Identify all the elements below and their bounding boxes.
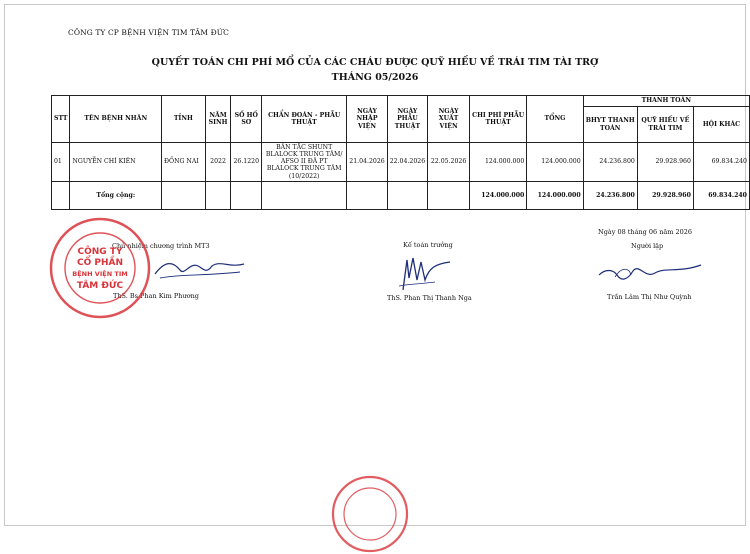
header-fund: QUỸ HIẾU VỀ TRÁI TIM <box>637 107 693 143</box>
cell-patient: NGUYỄN CHÍ KIÊN <box>70 143 162 182</box>
header-other: HỘI KHÁC <box>693 107 749 143</box>
cell-surgery-date: 22.04.2026 <box>387 143 427 182</box>
cell-fund: 29.928.960 <box>637 143 693 182</box>
bottom-seal <box>330 474 410 554</box>
header-record-no: SỐ HỒ SƠ <box>231 96 262 143</box>
header-discharge-date: NGÀY XUẤT VIỆN <box>428 96 470 143</box>
header-total: TỔNG <box>527 96 583 143</box>
header-surgery-cost: CHI PHÍ PHẪU THUẬT <box>470 96 527 143</box>
header-admit-date: NGÀY NHẬP VIỆN <box>347 96 387 143</box>
cell-province: ĐỒNG NAI <box>162 143 206 182</box>
seal-line3: BỆNH VIỆN TIM <box>72 270 128 278</box>
seal-line4: TÂM ĐỨC <box>76 281 124 291</box>
middle-signer-role: Kế toán trưởng <box>403 241 453 249</box>
cell-discharge-date: 22.05.2026 <box>428 143 470 182</box>
settlement-table <box>51 95 750 210</box>
left-signer-name: ThS. Bs Phan Kim Phương <box>113 292 199 300</box>
cell-bhyt: 24.236.800 <box>583 143 637 182</box>
cell-other: 69.834.240 <box>693 143 749 182</box>
cell-surgery-cost: 124.000.000 <box>470 143 527 182</box>
seal-line2: CỔ PHẦN <box>76 258 124 268</box>
header-birth-year: NĂM SINH <box>205 96 231 143</box>
total-fund: 29.928.960 <box>637 181 693 209</box>
header-bhyt: BHYT THANH TOÁN <box>583 107 637 143</box>
header-surgery-date: NGÀY PHẪU THUẬT <box>387 96 427 143</box>
total-surgery-cost: 124.000.000 <box>470 181 527 209</box>
right-signer-role: Người lập <box>631 242 664 250</box>
cell-admit-date: 21.04.2026 <box>347 143 387 182</box>
document-period: THÁNG 05/2026 <box>331 72 419 83</box>
cell-birth-year: 2022 <box>205 143 231 182</box>
middle-signature <box>395 250 455 294</box>
seal-line1: CÔNG TY <box>77 247 123 257</box>
company-name: CÔNG TY CP BỆNH VIỆN TIM TÂM ĐỨC <box>68 28 230 37</box>
cell-diagnosis: BẤN TẮC SHUNT BLALOCK TRUNG TÂM/ AFSO II ĐÃ PT BLALOCK TRUNG TÂM (10/2022) <box>262 143 347 182</box>
middle-signer-name: ThS. Phan Thị Thanh Nga <box>387 294 472 302</box>
header-stt: STT <box>52 96 70 143</box>
document-title: QUYẾT TOÁN CHI PHÍ MỔ CỦA CÁC CHÁU ĐƯỢC QUỸ HIẾU VỀ TRÁI TIM TÀI TRỢ <box>151 57 599 68</box>
cell-total: 124.000.000 <box>527 143 583 182</box>
total-other: 69.834.240 <box>693 181 749 209</box>
total-label: Tổng cộng: <box>70 181 162 209</box>
total-bhyt: 24.236.800 <box>583 181 637 209</box>
signing-date: Ngày 08 tháng 06 năm 2026 <box>598 228 693 236</box>
left-signature <box>150 252 250 286</box>
table-total-row <box>52 181 750 209</box>
header-payment-group: THANH TOÁN <box>583 96 749 107</box>
right-signer-name: Trần Lâm Thị Như Quỳnh <box>607 293 692 301</box>
cell-record-no: 26.1220 <box>231 143 262 182</box>
header-diagnosis: CHẨN ĐOÁN - PHẪU THUẬT <box>262 96 347 143</box>
left-signer-role: Chủ nhiệm chương trình MT3 <box>112 242 210 250</box>
cell-stt: 01 <box>52 143 70 182</box>
header-patient: TÊN BỆNH NHÂN <box>70 96 162 143</box>
company-seal <box>48 216 152 320</box>
header-province: TỈNH <box>162 96 206 143</box>
table-row <box>52 143 750 182</box>
right-signature <box>595 257 705 287</box>
total-total: 124.000.000 <box>527 181 583 209</box>
